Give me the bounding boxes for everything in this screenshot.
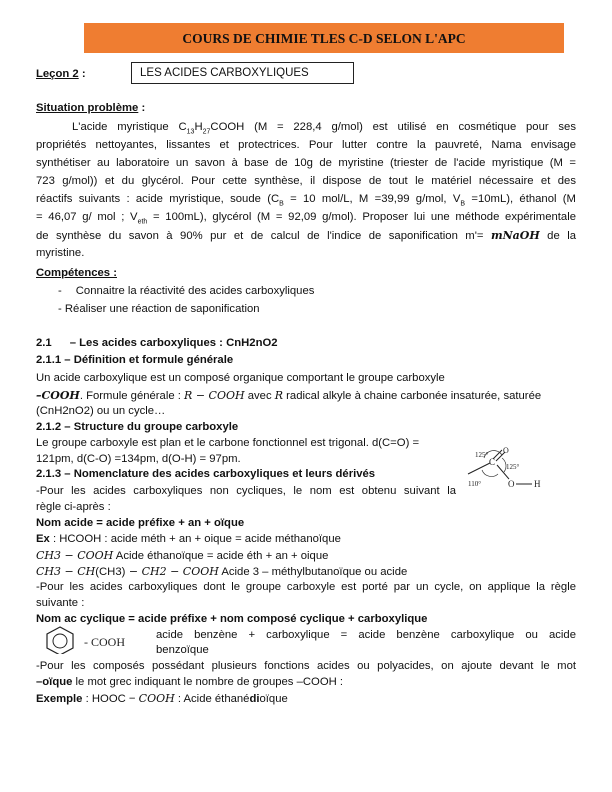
section-2-1-heading: 2.1 – Les acides carboxyliques : CnH2nO2 (36, 337, 278, 349)
section-2-1-1-line-1: Un acide carboxylique est un composé organique comportant le groupe carboxyle (36, 372, 445, 384)
hydrogen-label: H (534, 479, 541, 489)
benzene-ring-icon (47, 627, 73, 654)
section-2-1-3-line-1: -Pour les acides carboxyliques non cycliques, le nom est obtenu suivant la (36, 485, 456, 497)
situation-line-3: synthétiser au laboratoire un savon à base de 10g de myristine (triester de l'acide myristique (M = (36, 157, 576, 169)
benzoic-cooh-label: - COOH (84, 635, 125, 649)
bond-r-c (468, 463, 490, 474)
angle-label-2: 125° (506, 463, 520, 471)
section-2-1-1-line-2: –COOH. Formule générale : R − COOH avec R radical alkyle à chaine carbonée insaturée, saturée (36, 389, 542, 402)
competence-item-1: - Connaitre la réactivité des acides carboxyliques (58, 285, 315, 297)
carboxyl-structure-diagram (462, 446, 552, 496)
situation-line-8: myristine. (36, 247, 85, 259)
rule-cyclic: Nom ac cyclique = acide préfixe + nom composé cyclique + carboxylique (36, 613, 428, 625)
polyacid-line-2: –oïque le mot grec indiquant le nombre de groupes –COOH : (36, 676, 344, 688)
situation-line-5: réactifs suivants : acide myristique, soude ($C_B = 10$ mol/L, M =39,99 g/mol, $V_B =10mL$), éthanol (M (36, 193, 576, 208)
header-banner (84, 23, 564, 53)
rule-acyclic: Nom acide = acide préfixe + an + oïque (36, 517, 245, 529)
lesson-title-box (131, 62, 354, 84)
angle-label-1: 125° (475, 451, 489, 459)
benzoic-line-1: acide benzène + carboxylique = acide benzène carboxylique ou acide (156, 629, 576, 641)
polyacid-line-1: -Pour les composés possédant plusieurs fonctions acides ou polyacides, on ajoute devant le mot (36, 660, 576, 672)
competence-item-2: - Réaliser une réaction de saponification (58, 303, 260, 315)
example-1: Ex : HCOOH : acide méth + an + oique = acide méthanoïque (36, 533, 341, 545)
exemple-line: Exemple : HOOC − COOH : Acide éthanédioïque (36, 692, 288, 705)
section-2-1-1-heading: 2.1.1 – Définition et formule générale (36, 354, 234, 366)
angle-arc-bottom (482, 470, 498, 477)
header-title: COURS DE CHIMIE TLES C-D SELON L'APC (182, 31, 466, 46)
benzoic-acid-structure (40, 624, 150, 654)
oxygen-right-label: O (508, 479, 515, 489)
lesson-title: LES ACIDES CARBOXYLIQUES (140, 67, 309, 79)
situation-line-4: 723 g/mol)) et du glycérol. Pour cette synthèse, il dispose de tout le matériel nécessaire et des (36, 175, 576, 187)
lesson-label-line: Leçon 2 : (36, 68, 86, 80)
cyclic-line-1: -Pour les acides carboxyliques dont le groupe carboxyle est porté par un cycle, on applique la règle (36, 581, 576, 593)
section-2-1-2-line-1: Le groupe carboxyle est plan et le carbone fonctionnel est trigonal. d(C=O) = (36, 437, 420, 449)
lesson-label: Leçon 2 (36, 68, 79, 80)
benzene-ring-circle (53, 634, 67, 648)
section-2-1-2-heading: 2.1.2 – Structure du groupe carboxyle (36, 421, 239, 433)
situation-heading: Situation problème : (36, 102, 146, 114)
situation-line-6: = 46,07 g/ mol ; $V_{eth} = 100mL$), glycérol (M = 92,09 g/mol). Proposer lui une méthode expérimentale (36, 211, 576, 226)
section-2-1-3-line-2: règle ci-après : (36, 501, 111, 513)
benzoic-line-2: benzoïque (156, 644, 209, 656)
cyclic-line-2: suivante : (36, 597, 85, 609)
situation-line-7: de synthèse du savon à 90% pur et de calcul de l'indice de saponification m'= mNaOH de la (36, 229, 576, 242)
situation-line-1: L'acide myristique $C_{13}H_{27}COOH$ (M = 228,4 g/mol) est utilisé en cosmétique pour ses (72, 121, 576, 136)
example-3: CH3 − CH(CH3) − CH2 − COOH Acide 3 – méthylbutanoïque ou acide (36, 565, 408, 578)
math-mnaoh: mNaOH (490, 229, 540, 242)
situation-line-2: propriétés nettoyantes, lissantes et protectrices. Pour lutter contre la pauvreté, Nama envisage (36, 139, 576, 151)
section-2-1-3-heading: 2.1.3 – Nomenclature des acides carboxyliques et leurs dérivés (36, 468, 376, 480)
carbon-label: C (489, 457, 496, 467)
section-2-1-2-line-2: 121pm, d(C-O) =134pm, d(O-H) = 97pm. (36, 453, 241, 465)
angle-label-3: 110° (468, 480, 482, 488)
section-2-1-1-line-3: (CnH2nO2) ou un cycle… (36, 405, 166, 417)
competences-heading: Compétences : (36, 267, 117, 279)
oxygen-top-label: O (503, 446, 509, 455)
example-2: CH3 − COOH Acide éthanoïque = acide éth + an + oique (36, 549, 329, 562)
